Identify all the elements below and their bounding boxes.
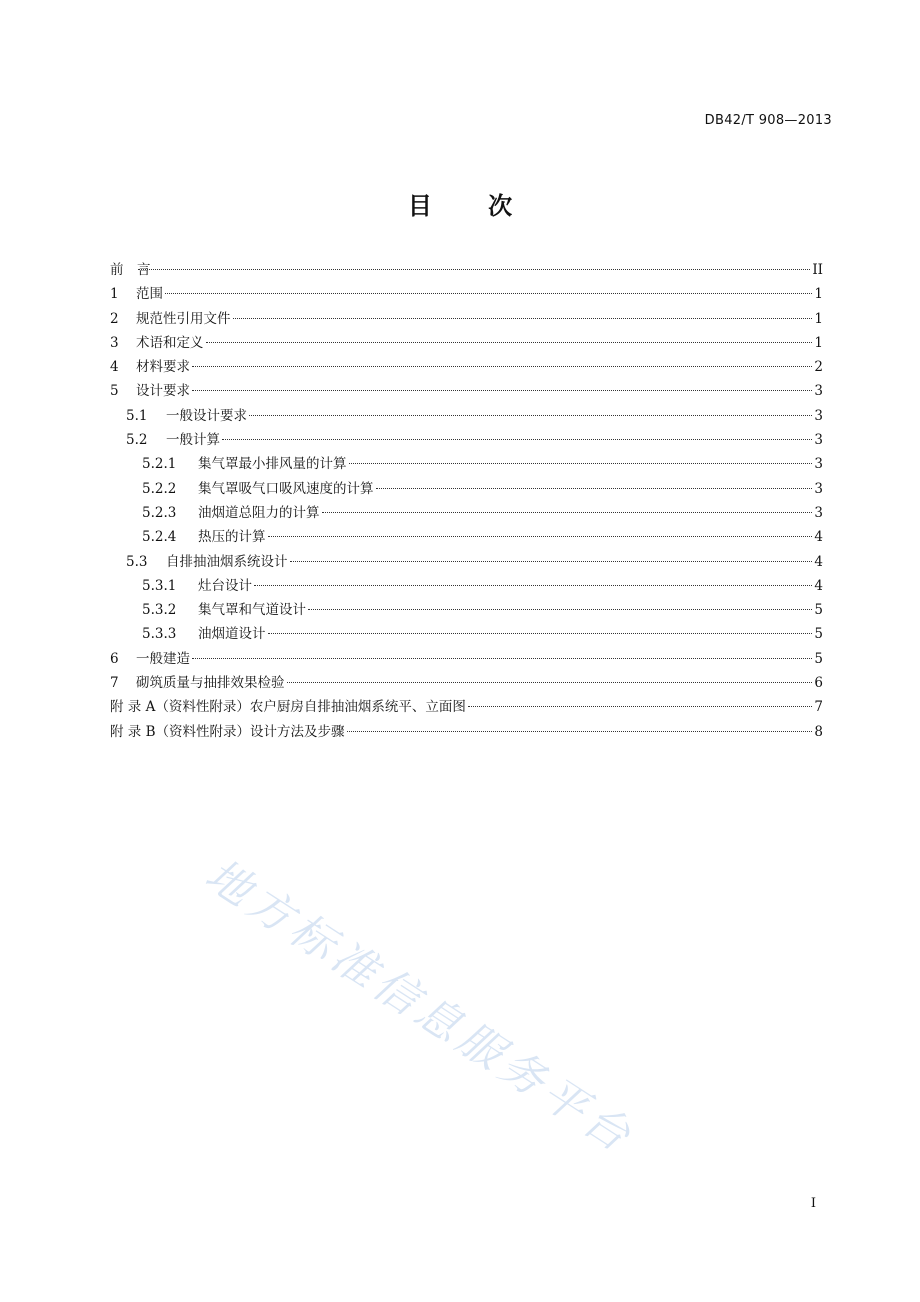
toc-title: 目 次 xyxy=(407,191,537,220)
toc-entry-number: 5.2 xyxy=(126,432,148,449)
toc-entry-page: 3 xyxy=(814,456,823,473)
toc-entry-number: 3 xyxy=(110,334,119,351)
toc-entry-number: 附 录 A xyxy=(110,699,156,716)
toc-entry-label: 砌筑质量与抽排效果检验 xyxy=(136,675,285,692)
toc-entry-page: 5 xyxy=(814,602,823,619)
toc-entry-number: 5.2.3 xyxy=(142,504,177,521)
dot-leader xyxy=(254,585,812,586)
toc-entry[interactable] xyxy=(110,695,823,719)
toc-entry[interactable] xyxy=(110,258,823,282)
toc-entry-number: 5.2.1 xyxy=(142,456,177,473)
toc-entry-page: 3 xyxy=(814,407,823,424)
toc-entry[interactable] xyxy=(110,428,823,452)
toc-entry-page: 3 xyxy=(814,480,823,497)
toc-entry[interactable] xyxy=(110,550,823,574)
toc-entry-label: 集气罩最小排风量的计算 xyxy=(198,456,347,473)
toc-entry-page: 3 xyxy=(814,504,823,521)
toc-entry[interactable] xyxy=(110,331,823,355)
toc-entry-page: 4 xyxy=(814,529,823,546)
toc-entry[interactable] xyxy=(110,477,823,501)
toc-entry-label: 范围 xyxy=(136,286,163,303)
toc-entry-page: 1 xyxy=(814,334,823,351)
dot-leader xyxy=(138,269,810,270)
toc-entry[interactable] xyxy=(110,355,823,379)
dot-leader xyxy=(249,415,812,416)
toc-entry-number: 5.3.1 xyxy=(142,577,177,594)
dot-leader xyxy=(206,342,813,343)
toc-entry-number: 5 xyxy=(110,383,119,400)
toc-entry-label: 热压的计算 xyxy=(198,529,266,546)
dot-leader xyxy=(287,682,813,683)
dot-leader xyxy=(222,439,812,440)
toc-entry[interactable] xyxy=(110,307,823,331)
toc-entry-label: 材料要求 xyxy=(136,359,190,376)
toc-entry-label: 一般设计要求 xyxy=(166,407,247,424)
toc-entry-page: 5 xyxy=(814,650,823,667)
dot-leader xyxy=(290,561,813,562)
toc-entry-number: 5.2.2 xyxy=(142,480,177,497)
toc-entry-number: 附 录 B xyxy=(110,723,156,740)
toc-entry-label: 集气罩吸气口吸风速度的计算 xyxy=(198,480,374,497)
toc-entry-number: 5.3.3 xyxy=(142,626,177,643)
toc-entry-number: 7 xyxy=(110,675,119,692)
toc-entry[interactable] xyxy=(110,404,823,428)
toc-entry-number: 1 xyxy=(110,286,119,303)
toc-entry-page: 5 xyxy=(814,626,823,643)
toc-entry-number: 6 xyxy=(110,650,119,667)
toc-entry-label: 一般计算 xyxy=(166,432,220,449)
toc-entry[interactable] xyxy=(110,525,823,549)
toc-entry-number: 5.1 xyxy=(126,407,148,424)
toc-entry-page: 1 xyxy=(814,310,823,327)
toc-entry[interactable] xyxy=(110,574,823,598)
toc-entry-label: 一般建造 xyxy=(136,650,190,667)
toc-entry[interactable] xyxy=(110,501,823,525)
table-of-contents xyxy=(110,258,823,744)
toc-entry[interactable] xyxy=(110,379,823,403)
toc-entry-number: 4 xyxy=(110,359,119,376)
toc-entry[interactable] xyxy=(110,282,823,306)
toc-entry-number: 前 言 xyxy=(110,262,151,278)
dot-leader xyxy=(322,512,813,513)
toc-entry-label: 油烟道总阻力的计算 xyxy=(198,504,320,521)
dot-leader xyxy=(192,390,812,391)
toc-entry-page: 6 xyxy=(814,675,823,692)
dot-leader xyxy=(347,731,813,732)
toc-entry-number: 5.3 xyxy=(126,553,148,570)
toc-entry-label: 油烟道设计 xyxy=(198,626,266,643)
dot-leader xyxy=(268,536,813,537)
toc-entry-page: 2 xyxy=(814,359,823,376)
toc-entry-page: 7 xyxy=(814,699,823,716)
page-number: I xyxy=(810,1196,816,1211)
dot-leader xyxy=(165,293,812,294)
toc-entry[interactable] xyxy=(110,647,823,671)
dot-leader xyxy=(376,488,813,489)
dot-leader xyxy=(308,609,812,610)
toc-entry[interactable] xyxy=(110,720,823,744)
toc-entry-label: （资料性附录）农户厨房自排抽油烟系统平、立面图 xyxy=(155,699,466,716)
dot-leader xyxy=(268,633,813,634)
toc-entry-label: 术语和定义 xyxy=(136,334,204,351)
toc-entry[interactable] xyxy=(110,622,823,646)
toc-entry-label: 灶台设计 xyxy=(198,577,252,594)
toc-entry-label: 自排抽油烟系统设计 xyxy=(166,553,288,570)
toc-entry-page: 8 xyxy=(814,723,823,740)
toc-entry-number: 5.2.4 xyxy=(142,529,177,546)
toc-entry-page: 1 xyxy=(814,286,823,303)
toc-entry-page: 4 xyxy=(814,577,823,594)
toc-entry-page: 3 xyxy=(814,432,823,449)
toc-entry[interactable] xyxy=(110,671,823,695)
dot-leader xyxy=(468,706,813,707)
watermark: 地方标准信息服务平台 xyxy=(196,849,644,1165)
toc-entry-label: 规范性引用文件 xyxy=(136,310,231,327)
dot-leader xyxy=(192,658,812,659)
toc-entry-number: 2 xyxy=(110,310,119,327)
toc-entry-page: II xyxy=(812,262,823,278)
dot-leader xyxy=(233,318,813,319)
toc-entry-label: （资料性附录）设计方法及步骤 xyxy=(155,723,345,740)
dot-leader xyxy=(192,366,812,367)
toc-entry-label: 集气罩和气道设计 xyxy=(198,602,306,619)
toc-entry-page: 4 xyxy=(814,553,823,570)
toc-entry[interactable] xyxy=(110,452,823,476)
toc-entry-label: 设计要求 xyxy=(136,383,190,400)
toc-entry-page: 3 xyxy=(814,383,823,400)
toc-entry-number: 5.3.2 xyxy=(142,602,177,619)
document-code: DB42/T 908—2013 xyxy=(704,113,832,128)
toc-entry[interactable] xyxy=(110,598,823,622)
dot-leader xyxy=(349,463,813,464)
